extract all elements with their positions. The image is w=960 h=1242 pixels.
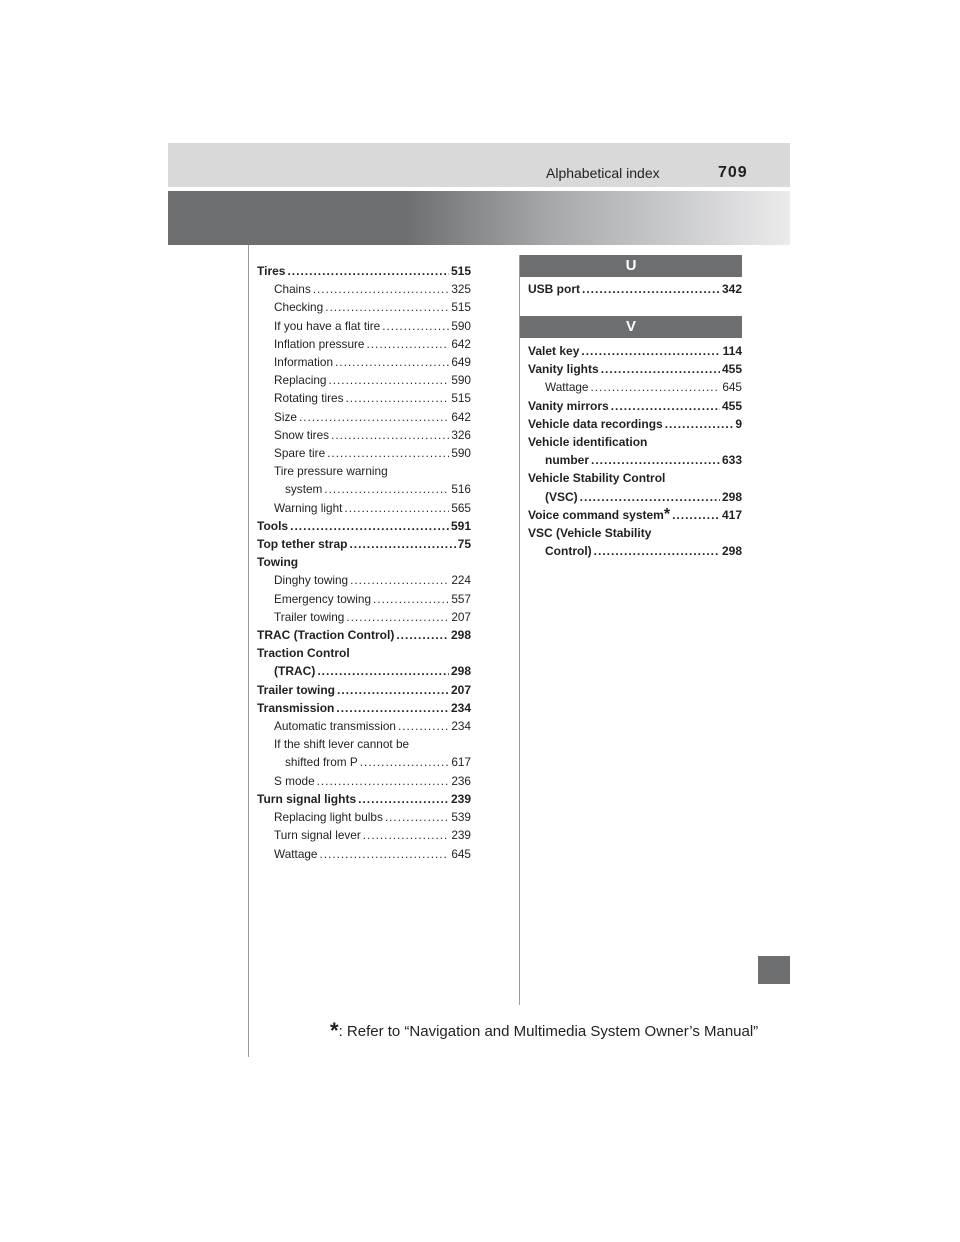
entry-page-number: 114 bbox=[722, 344, 742, 358]
entry-label: Inflation pressure bbox=[274, 336, 365, 351]
entry-label: Tools bbox=[257, 518, 289, 533]
leader-dots bbox=[373, 590, 449, 608]
leader-dots bbox=[665, 415, 734, 433]
index-entry bbox=[257, 735, 471, 753]
entry-label: Towing bbox=[257, 555, 299, 570]
entry-page-number: 75 bbox=[457, 537, 471, 552]
index-entry bbox=[257, 772, 471, 790]
page-number: 709 bbox=[718, 164, 748, 181]
index-entry bbox=[257, 826, 471, 844]
index-entry bbox=[528, 451, 742, 469]
index-entry: Voice command system * ..... 417 bbox=[528, 506, 742, 524]
leader-dots bbox=[580, 488, 720, 506]
leader-dots bbox=[382, 317, 449, 335]
footnote-star: * bbox=[330, 1018, 339, 1043]
entry-page-number: 298 bbox=[450, 628, 471, 643]
entry-label: Warning light bbox=[274, 500, 343, 515]
letter-heading-u: U bbox=[520, 255, 742, 277]
leader-dots bbox=[325, 298, 449, 316]
entry-label: Information bbox=[274, 355, 334, 370]
entry-page-number: 645 bbox=[451, 846, 471, 861]
leader-dots bbox=[328, 371, 449, 389]
entry-label: Vanity lights bbox=[528, 362, 599, 377]
leader-dots bbox=[287, 262, 449, 280]
left-margin-rule bbox=[248, 245, 249, 1057]
leader-dots bbox=[581, 342, 720, 360]
index-entry bbox=[257, 845, 471, 863]
entry-page-number: 325 bbox=[451, 282, 471, 297]
index-entry bbox=[257, 535, 471, 553]
index-entry bbox=[257, 389, 471, 407]
entry-label: Valet key bbox=[528, 344, 580, 358]
entry-label: Checking bbox=[274, 300, 324, 315]
section-title: Alphabetical index bbox=[546, 165, 660, 181]
entry-label: TRAC (Traction Control) bbox=[257, 628, 395, 643]
index-entry bbox=[528, 542, 742, 560]
index-entry bbox=[257, 444, 471, 462]
entry-label: Vehicle identification bbox=[528, 435, 648, 450]
entry-label: system bbox=[285, 482, 323, 497]
index-column-u bbox=[528, 280, 742, 298]
leader-dots bbox=[327, 444, 449, 462]
leader-dots bbox=[360, 753, 450, 771]
leader-dots bbox=[337, 681, 449, 699]
index-entry bbox=[257, 626, 471, 644]
leader-dots bbox=[594, 542, 720, 560]
entry-page-number: 642 bbox=[451, 336, 471, 351]
entry-label: Transmission bbox=[257, 700, 335, 715]
leader-dots bbox=[398, 717, 449, 735]
entry-label: Emergency towing bbox=[274, 591, 372, 606]
entry-label: Vehicle data recordings bbox=[528, 416, 663, 431]
entry-page-number: 417 bbox=[721, 507, 742, 522]
leader-dots bbox=[611, 397, 720, 415]
entry-label: number bbox=[545, 453, 590, 468]
entry-page-number: 557 bbox=[451, 591, 471, 606]
leader-dots bbox=[313, 280, 450, 298]
entry-page-number: 515 bbox=[451, 300, 471, 315]
entry-page-number: 516 bbox=[451, 482, 471, 497]
index-entry bbox=[528, 397, 742, 415]
index-entry bbox=[257, 571, 471, 589]
index-entry bbox=[257, 462, 471, 480]
entry-label: Wattage bbox=[274, 846, 318, 861]
entry-label: If you have a flat tire bbox=[274, 318, 381, 333]
entry-label: Top tether strap bbox=[257, 537, 348, 552]
leader-dots bbox=[346, 608, 449, 626]
leader-dots bbox=[336, 699, 449, 717]
entry-page-number: 342 bbox=[721, 282, 742, 296]
leader-dots bbox=[344, 499, 449, 517]
footnote-text: : Refer to “Navigation and Multimedia System Owner’s Manual” bbox=[338, 1023, 759, 1040]
index-entry bbox=[257, 608, 471, 626]
entry-label: Size bbox=[274, 409, 297, 424]
index-entry bbox=[257, 298, 471, 316]
leader-dots bbox=[385, 808, 449, 826]
leader-dots bbox=[363, 826, 450, 844]
index-entry bbox=[257, 590, 471, 608]
entry-page-number: 455 bbox=[721, 398, 742, 413]
entry-label: Vehicle Stability Control bbox=[528, 471, 666, 486]
entry-label: Turn signal lever bbox=[274, 828, 361, 843]
entry-label: USB port bbox=[528, 282, 580, 296]
entry-page-number: 645 bbox=[722, 380, 742, 395]
entry-page-number: 236 bbox=[451, 773, 471, 788]
leader-dots bbox=[290, 517, 449, 535]
entry-page-number: 590 bbox=[451, 318, 471, 333]
entry-page-number: 298 bbox=[450, 664, 471, 679]
entry-page-number: 298 bbox=[721, 544, 742, 559]
entry-label: Automatic transmission bbox=[274, 719, 396, 734]
index-entry bbox=[257, 662, 471, 680]
index-entry bbox=[257, 480, 471, 498]
index-entry bbox=[257, 335, 471, 353]
index-entry bbox=[528, 360, 742, 378]
entry-label: Wattage bbox=[545, 380, 589, 395]
index-entry bbox=[528, 524, 742, 542]
entry-page-number: 224 bbox=[451, 573, 471, 588]
entry-label: Turn signal lights bbox=[257, 791, 357, 806]
leader-dots bbox=[346, 389, 450, 407]
chapter-tab bbox=[758, 956, 790, 984]
entry-page-number: 207 bbox=[451, 609, 471, 624]
entry-label: Trailer towing bbox=[257, 682, 336, 697]
index-entry bbox=[257, 262, 471, 280]
entry-page-number: 539 bbox=[451, 810, 471, 825]
page-header bbox=[168, 143, 790, 187]
leader-dots bbox=[349, 535, 455, 553]
index-entry bbox=[528, 433, 742, 451]
entry-label: Snow tires bbox=[274, 427, 330, 442]
leader-dots bbox=[317, 772, 450, 790]
entry-page-number: 234 bbox=[450, 700, 471, 715]
entry-label: (VSC) bbox=[545, 489, 578, 504]
index-entry bbox=[257, 790, 471, 808]
index-entry bbox=[257, 699, 471, 717]
entry-label: Spare tire bbox=[274, 446, 326, 461]
leader-dots bbox=[591, 451, 720, 469]
index-entry bbox=[257, 517, 471, 535]
entry-page-number: 633 bbox=[721, 453, 742, 468]
leader-dots bbox=[358, 790, 449, 808]
entry-label: If the shift lever cannot be bbox=[274, 737, 410, 752]
leader-dots bbox=[320, 845, 450, 863]
entry-page-number: 234 bbox=[451, 719, 471, 734]
leader-dots bbox=[299, 408, 449, 426]
leader-dots bbox=[396, 626, 449, 644]
entry-page-number: 642 bbox=[451, 409, 471, 424]
index-entry bbox=[257, 717, 471, 735]
index-entry bbox=[257, 353, 471, 371]
entry-label: Voice command system bbox=[528, 507, 664, 522]
entry-page-number: 207 bbox=[450, 682, 471, 697]
entry-label: Dinghy towing bbox=[274, 573, 349, 588]
index-entry bbox=[528, 488, 742, 506]
index-entry bbox=[528, 378, 742, 396]
entry-page-number: 239 bbox=[450, 791, 471, 806]
leader-dots bbox=[331, 426, 449, 444]
leader-dots bbox=[350, 571, 449, 589]
entry-label: shifted from P bbox=[285, 755, 358, 770]
entry-label: Vanity mirrors bbox=[528, 398, 609, 413]
entry-page-number: 590 bbox=[451, 446, 471, 461]
entry-label: Chains bbox=[274, 282, 311, 297]
leader-dots bbox=[582, 280, 720, 298]
index-entry bbox=[257, 408, 471, 426]
entry-label: Tires bbox=[257, 264, 286, 278]
entry-label: S mode bbox=[274, 773, 315, 788]
leader-dots bbox=[601, 360, 720, 378]
index-entry bbox=[257, 553, 471, 571]
index-entry bbox=[257, 808, 471, 826]
header-gradient-band bbox=[168, 191, 790, 245]
leader-dots bbox=[367, 335, 450, 353]
index-entry bbox=[257, 753, 471, 771]
entry-page-number: 515 bbox=[451, 391, 471, 406]
entry-page-number: 649 bbox=[451, 355, 471, 370]
leader-dots bbox=[591, 378, 721, 396]
index-column-v bbox=[528, 342, 742, 560]
leader-dots bbox=[317, 662, 449, 680]
column-divider bbox=[519, 255, 520, 1005]
entry-label: Traction Control bbox=[257, 646, 350, 661]
footnote bbox=[330, 1018, 758, 1044]
entry-label: Replacing bbox=[274, 373, 327, 388]
entry-page-number: 326 bbox=[451, 427, 471, 442]
index-entry bbox=[257, 644, 471, 662]
index-entry bbox=[528, 469, 742, 487]
index-entry bbox=[257, 499, 471, 517]
index-column-left bbox=[257, 262, 471, 863]
entry-page-number: 590 bbox=[451, 373, 471, 388]
entry-page-number: 617 bbox=[451, 755, 471, 770]
entry-page-number: 565 bbox=[451, 500, 471, 515]
entry-label: Rotating tires bbox=[274, 391, 344, 406]
entry-page-number: 239 bbox=[451, 828, 471, 843]
index-entry bbox=[257, 317, 471, 335]
entry-label: Tire pressure warning bbox=[274, 464, 388, 479]
leader-dots bbox=[335, 353, 449, 371]
entry-page-number: 515 bbox=[450, 264, 471, 278]
entry-label: VSC (Vehicle Stability bbox=[528, 526, 652, 541]
entry-page-number: 591 bbox=[450, 518, 471, 533]
index-entry bbox=[528, 280, 742, 298]
letter-heading-v: V bbox=[520, 316, 742, 338]
entry-page-number: 298 bbox=[721, 489, 742, 504]
index-entry bbox=[257, 426, 471, 444]
leader-dots bbox=[324, 480, 449, 498]
index-entry bbox=[257, 371, 471, 389]
entry-label: Trailer towing bbox=[274, 609, 345, 624]
entry-page-number: 9 bbox=[735, 416, 742, 431]
index-entry bbox=[528, 342, 742, 360]
entry-label: Replacing light bulbs bbox=[274, 810, 383, 825]
index-entry bbox=[528, 415, 742, 433]
entry-label: (TRAC) bbox=[274, 664, 316, 679]
leader-dots bbox=[672, 506, 720, 524]
index-entry bbox=[257, 681, 471, 699]
entry-page-number: 455 bbox=[721, 362, 742, 377]
index-entry bbox=[257, 280, 471, 298]
entry-label: Control) bbox=[545, 544, 592, 559]
